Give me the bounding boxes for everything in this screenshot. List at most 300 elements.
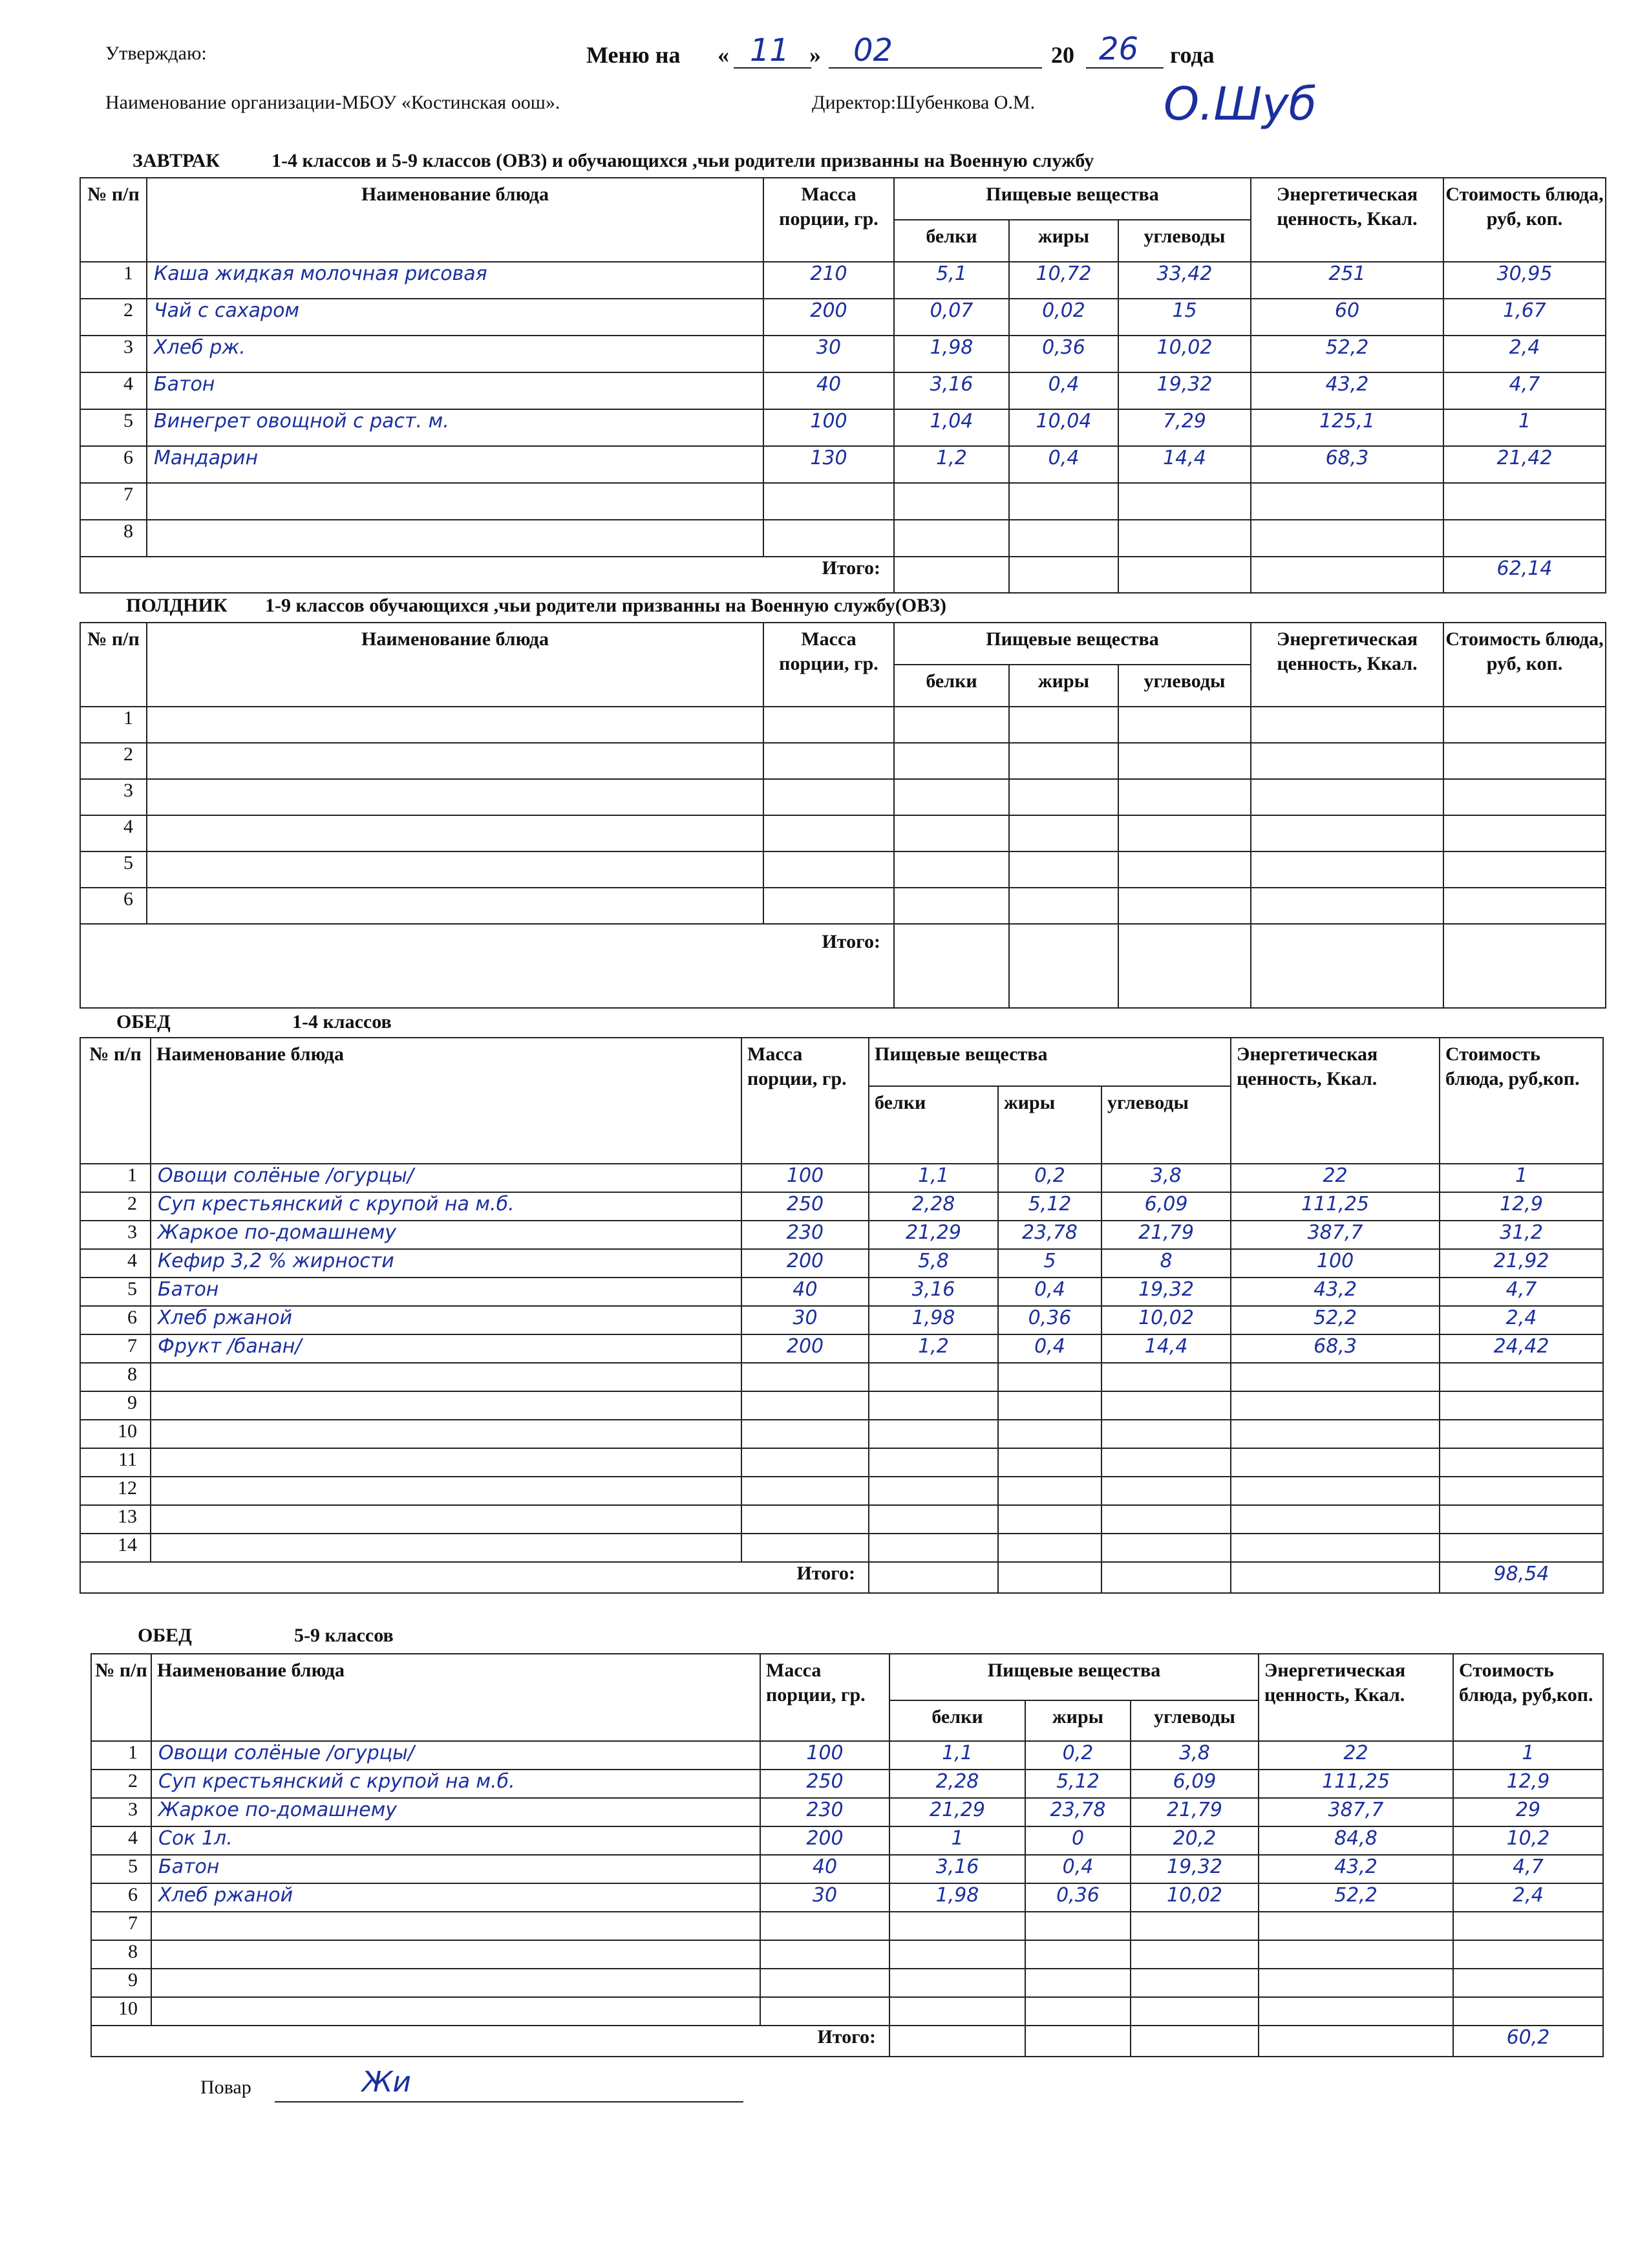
dish-name: Суп крестьянский с крупой на м.б. <box>151 1192 741 1221</box>
dish-fats: 0,4 <box>998 1278 1101 1306</box>
dish-proteins <box>894 888 1009 924</box>
dish-fats: 0,36 <box>1009 336 1118 372</box>
dish-carbs <box>1101 1534 1231 1562</box>
dish-mass: 100 <box>760 1741 889 1770</box>
table-row <box>80 446 1606 483</box>
dish-name: Суп крестьянский с крупой на м.б. <box>151 1770 760 1798</box>
dish-mass: 30 <box>741 1306 869 1334</box>
row-number: 4 <box>80 815 147 851</box>
col-no-header: № п/п <box>80 623 147 707</box>
dish-name: Хлеб ржаной <box>151 1306 741 1334</box>
dish-cost <box>1443 483 1606 520</box>
dish-fats <box>998 1391 1101 1420</box>
dish-cost: 29 <box>1453 1798 1603 1826</box>
col-dish-header: Наименование блюда <box>151 1654 760 1741</box>
quote-open: « <box>718 42 729 68</box>
dish-carbs: 19,32 <box>1118 372 1251 409</box>
dish-fats <box>1009 707 1118 743</box>
dish-carbs: 19,32 <box>1101 1278 1231 1306</box>
breakfast-total-cost: 62,14 <box>1443 557 1606 593</box>
table-row <box>80 1363 1603 1391</box>
dish-mass: 230 <box>741 1221 869 1249</box>
dish-mass: 250 <box>741 1192 869 1221</box>
dish-fats: 0,36 <box>1025 1883 1131 1912</box>
dish-fats <box>1009 851 1118 888</box>
dish-cost <box>1453 1940 1603 1969</box>
dish-mass <box>760 1969 889 1997</box>
row-number: 10 <box>80 1420 151 1448</box>
table-row <box>80 299 1606 336</box>
dish-name: Жаркое по-домашнему <box>151 1221 741 1249</box>
table-row <box>80 1477 1603 1505</box>
row-number: 2 <box>80 299 147 336</box>
row-number: 1 <box>80 1164 151 1192</box>
dish-proteins: 1,2 <box>894 446 1009 483</box>
dish-fats <box>1009 743 1118 779</box>
dish-energy: 111,25 <box>1231 1192 1440 1221</box>
row-number: 6 <box>80 888 147 924</box>
col-cost-header: Стоимость блюда, руб, коп. <box>1443 623 1606 707</box>
dish-fats: 23,78 <box>998 1221 1101 1249</box>
table-row <box>80 1192 1603 1221</box>
dish-carbs <box>1118 851 1251 888</box>
dish-name <box>151 1912 760 1940</box>
dish-energy: 68,3 <box>1231 1334 1440 1363</box>
dish-mass <box>763 483 894 520</box>
dish-proteins: 0,07 <box>894 299 1009 336</box>
dish-energy: 68,3 <box>1251 446 1443 483</box>
dish-proteins: 5,8 <box>869 1249 998 1278</box>
col-carbs-header: углеводы <box>1118 665 1251 707</box>
dish-proteins <box>869 1448 998 1477</box>
table-row <box>80 262 1606 299</box>
dish-carbs <box>1101 1420 1231 1448</box>
dish-proteins: 1,04 <box>894 409 1009 446</box>
dish-energy <box>1231 1420 1440 1448</box>
dish-carbs <box>1131 1969 1259 1997</box>
col-proteins-header: белки <box>894 220 1009 262</box>
dish-carbs <box>1118 707 1251 743</box>
col-fats-header: жиры <box>1009 220 1118 262</box>
dish-name: Сок 1л. <box>151 1826 760 1855</box>
dish-proteins <box>869 1420 998 1448</box>
row-number: 3 <box>91 1798 151 1826</box>
year-word: года <box>1170 42 1215 68</box>
snack-total-cost <box>1443 924 1606 1008</box>
dish-mass: 200 <box>763 299 894 336</box>
row-number: 5 <box>80 851 147 888</box>
lunch14-total-cost: 98,54 <box>1440 1562 1603 1593</box>
dish-carbs: 15 <box>1118 299 1251 336</box>
dish-carbs <box>1101 1477 1231 1505</box>
dish-fats: 0,4 <box>1025 1855 1131 1883</box>
dish-fats: 0,4 <box>1009 446 1118 483</box>
dish-proteins <box>869 1534 998 1562</box>
dish-mass: 230 <box>760 1798 889 1826</box>
dish-mass <box>741 1448 869 1477</box>
dish-energy <box>1259 1969 1453 1997</box>
dish-proteins: 21,29 <box>869 1221 998 1249</box>
dish-carbs: 10,02 <box>1131 1883 1259 1912</box>
col-energy-header: Энергетическая ценность, Ккал. <box>1231 1038 1440 1164</box>
dish-proteins <box>894 743 1009 779</box>
col-carbs-header: углеводы <box>1101 1086 1231 1164</box>
col-energy-header: Энергетическая ценность, Ккал. <box>1251 623 1443 707</box>
dish-fats: 0 <box>1025 1826 1131 1855</box>
dish-cost <box>1440 1448 1603 1477</box>
date-year: 26 <box>1099 31 1139 67</box>
row-number: 3 <box>80 336 147 372</box>
row-number: 2 <box>80 1192 151 1221</box>
dish-proteins: 1 <box>889 1826 1025 1855</box>
dish-energy <box>1259 1940 1453 1969</box>
row-number: 9 <box>80 1391 151 1420</box>
row-number: 13 <box>80 1505 151 1534</box>
table-row <box>80 1164 1603 1192</box>
dish-mass <box>763 779 894 815</box>
dish-proteins <box>889 1912 1025 1940</box>
table-row <box>91 1997 1603 2026</box>
dish-fats <box>1025 1997 1131 2026</box>
table-row <box>80 815 1606 851</box>
director-name: Директор:Шубенкова О.М. <box>812 92 1036 113</box>
dish-mass: 130 <box>763 446 894 483</box>
quote-close: » <box>809 42 821 68</box>
dish-name <box>147 888 763 924</box>
dish-carbs: 6,09 <box>1101 1192 1231 1221</box>
dish-mass: 250 <box>760 1770 889 1798</box>
row-number: 2 <box>80 743 147 779</box>
row-number: 14 <box>80 1534 151 1562</box>
dish-carbs: 8 <box>1101 1249 1231 1278</box>
dish-fats: 5 <box>998 1249 1101 1278</box>
col-proteins-header: белки <box>894 665 1009 707</box>
dish-cost <box>1453 1912 1603 1940</box>
snack-title: ПОЛДНИК <box>126 595 228 616</box>
snack-subtitle: 1-9 классов обучающихся ,чьи родители призванны на Военную службу(ОВЗ) <box>265 595 946 616</box>
dish-mass <box>763 743 894 779</box>
dish-cost: 1 <box>1443 409 1606 446</box>
lunch59-table <box>90 1653 1604 2057</box>
dish-fats: 5,12 <box>998 1192 1101 1221</box>
row-number: 8 <box>91 1940 151 1969</box>
dish-proteins <box>894 707 1009 743</box>
row-number: 5 <box>80 1278 151 1306</box>
dish-energy: 52,2 <box>1231 1306 1440 1334</box>
dish-carbs <box>1118 483 1251 520</box>
dish-carbs: 10,02 <box>1118 336 1251 372</box>
dish-proteins <box>869 1363 998 1391</box>
row-number: 5 <box>80 409 147 446</box>
dish-fats <box>998 1363 1101 1391</box>
dish-carbs <box>1101 1363 1231 1391</box>
dish-carbs <box>1131 1912 1259 1940</box>
dish-mass: 210 <box>763 262 894 299</box>
table-row <box>91 1741 1603 1770</box>
dish-proteins <box>869 1391 998 1420</box>
lunch59-subtitle: 5-9 классов <box>294 1625 394 1646</box>
dish-fats <box>1009 483 1118 520</box>
dish-cost: 30,95 <box>1443 262 1606 299</box>
dish-mass: 100 <box>741 1164 869 1192</box>
dish-cost <box>1443 888 1606 924</box>
dish-carbs: 10,02 <box>1101 1306 1231 1334</box>
dish-cost: 4,7 <box>1453 1855 1603 1883</box>
dish-energy <box>1231 1477 1440 1505</box>
col-no-header: № п/п <box>80 178 147 262</box>
dish-cost: 1,67 <box>1443 299 1606 336</box>
row-number: 2 <box>91 1770 151 1798</box>
dish-energy <box>1251 851 1443 888</box>
dish-energy <box>1231 1391 1440 1420</box>
dish-name: Овощи солёные /огурцы/ <box>151 1164 741 1192</box>
breakfast-total-label: Итого: <box>80 557 894 593</box>
director-signature: О.Шуб <box>1164 78 1317 131</box>
table-row <box>80 483 1606 520</box>
dish-mass <box>741 1477 869 1505</box>
dish-mass <box>763 815 894 851</box>
row-number: 8 <box>80 520 147 557</box>
dish-energy <box>1259 1997 1453 2026</box>
dish-energy <box>1251 815 1443 851</box>
table-row <box>80 1534 1603 1562</box>
dish-carbs <box>1131 1940 1259 1969</box>
dish-proteins <box>889 1969 1025 1997</box>
dish-carbs: 7,29 <box>1118 409 1251 446</box>
table-row <box>80 1278 1603 1306</box>
table-row <box>91 1940 1603 1969</box>
col-nutrients-header: Пищевые вещества <box>894 623 1251 665</box>
dish-energy <box>1251 520 1443 557</box>
dish-mass: 200 <box>760 1826 889 1855</box>
dish-name: Кефир 3,2 % жирности <box>151 1249 741 1278</box>
col-mass-header: Масса порции, гр. <box>763 178 894 262</box>
dish-proteins <box>869 1505 998 1534</box>
dish-carbs <box>1101 1391 1231 1420</box>
dish-carbs <box>1101 1505 1231 1534</box>
lunch59-title: ОБЕД <box>138 1625 192 1646</box>
lunch14-subtitle: 1-4 классов <box>292 1011 392 1032</box>
dish-proteins: 1,98 <box>894 336 1009 372</box>
dish-cost <box>1440 1534 1603 1562</box>
dish-cost: 2,4 <box>1453 1883 1603 1912</box>
dish-name: Батон <box>147 372 763 409</box>
lunch14-total-label: Итого: <box>80 1562 869 1593</box>
dish-name <box>147 707 763 743</box>
dish-fats <box>1009 815 1118 851</box>
dish-mass <box>763 851 894 888</box>
dish-energy <box>1251 707 1443 743</box>
table-row <box>80 707 1606 743</box>
year-prefix: 20 <box>1051 42 1074 68</box>
breakfast-title: ЗАВТРАК <box>133 150 220 171</box>
dish-fats: 0,2 <box>998 1164 1101 1192</box>
lunch14-title: ОБЕД <box>116 1011 171 1032</box>
dish-cost: 21,42 <box>1443 446 1606 483</box>
dish-name <box>151 1505 741 1534</box>
dish-fats <box>998 1477 1101 1505</box>
table-row <box>80 1306 1603 1334</box>
dish-fats: 0,02 <box>1009 299 1118 336</box>
dish-carbs: 3,8 <box>1101 1164 1231 1192</box>
dish-carbs <box>1118 888 1251 924</box>
col-dish-header: Наименование блюда <box>151 1038 741 1164</box>
breakfast-subtitle: 1-4 классов и 5-9 классов (ОВЗ) и обучающихся ,чьи родители призванны на Военную службу <box>271 150 1094 171</box>
dish-name <box>151 1448 741 1477</box>
dish-proteins: 1,2 <box>869 1334 998 1363</box>
table-row <box>80 1334 1603 1363</box>
dish-energy: 43,2 <box>1259 1855 1453 1883</box>
row-number: 6 <box>80 1306 151 1334</box>
dish-carbs: 21,79 <box>1101 1221 1231 1249</box>
dish-mass: 200 <box>741 1249 869 1278</box>
dish-fats <box>1025 1912 1131 1940</box>
dish-proteins: 1,1 <box>889 1741 1025 1770</box>
col-fats-header: жиры <box>998 1086 1101 1164</box>
row-number: 12 <box>80 1477 151 1505</box>
dish-carbs: 19,32 <box>1131 1855 1259 1883</box>
table-row <box>80 372 1606 409</box>
dish-energy <box>1231 1363 1440 1391</box>
dish-cost <box>1440 1391 1603 1420</box>
cook-label: Повар <box>200 2077 251 2098</box>
dish-carbs: 14,4 <box>1118 446 1251 483</box>
dish-cost <box>1440 1477 1603 1505</box>
dish-fats: 5,12 <box>1025 1770 1131 1798</box>
dish-proteins <box>869 1477 998 1505</box>
table-row <box>80 1249 1603 1278</box>
dish-name <box>151 1420 741 1448</box>
dish-mass <box>760 1940 889 1969</box>
lunch14-table <box>80 1037 1604 1594</box>
dish-name <box>151 1391 741 1420</box>
dish-fats <box>998 1448 1101 1477</box>
table-row <box>80 1420 1603 1448</box>
dish-mass: 30 <box>763 336 894 372</box>
dish-proteins: 3,16 <box>869 1278 998 1306</box>
dish-proteins: 1,98 <box>869 1306 998 1334</box>
row-number: 11 <box>80 1448 151 1477</box>
dish-cost <box>1443 851 1606 888</box>
dish-proteins: 2,28 <box>869 1192 998 1221</box>
row-number: 4 <box>80 1249 151 1278</box>
dish-proteins: 1,98 <box>889 1883 1025 1912</box>
dish-energy: 387,7 <box>1231 1221 1440 1249</box>
col-proteins-header: белки <box>869 1086 998 1164</box>
dish-energy: 60 <box>1251 299 1443 336</box>
dish-mass <box>760 1997 889 2026</box>
dish-fats: 0,2 <box>1025 1741 1131 1770</box>
dish-mass <box>763 888 894 924</box>
dish-name: Батон <box>151 1278 741 1306</box>
row-number: 1 <box>80 262 147 299</box>
dish-energy: 100 <box>1231 1249 1440 1278</box>
row-number: 3 <box>80 779 147 815</box>
dish-proteins <box>894 779 1009 815</box>
dish-mass: 40 <box>741 1278 869 1306</box>
col-mass-header: Масса порции, гр. <box>760 1654 889 1741</box>
dish-cost: 1 <box>1453 1741 1603 1770</box>
col-energy-header: Энергетическая ценность, Ккал. <box>1259 1654 1453 1741</box>
snack-total-label: Итого: <box>80 924 894 1008</box>
col-no-header: № п/п <box>80 1038 151 1164</box>
dish-fats <box>1009 520 1118 557</box>
table-row <box>91 1826 1603 1855</box>
dish-mass <box>741 1534 869 1562</box>
dish-energy: 251 <box>1251 262 1443 299</box>
col-nutrients-header: Пищевые вещества <box>889 1654 1259 1700</box>
dish-name: Каша жидкая молочная рисовая <box>147 262 763 299</box>
dish-fats <box>998 1505 1101 1534</box>
row-number: 1 <box>91 1741 151 1770</box>
breakfast-table <box>80 177 1606 594</box>
row-number: 9 <box>91 1969 151 1997</box>
table-row <box>80 1221 1603 1249</box>
col-cost-header: Стоимость блюда, руб,коп. <box>1453 1654 1603 1741</box>
row-number: 4 <box>91 1826 151 1855</box>
dish-proteins: 21,29 <box>889 1798 1025 1826</box>
dish-cost: 1 <box>1440 1164 1603 1192</box>
dish-cost <box>1453 1969 1603 1997</box>
dish-mass <box>760 1912 889 1940</box>
dish-name <box>147 779 763 815</box>
dish-carbs: 21,79 <box>1131 1798 1259 1826</box>
dish-carbs: 14,4 <box>1101 1334 1231 1363</box>
dish-cost <box>1443 815 1606 851</box>
dish-energy <box>1231 1534 1440 1562</box>
dish-cost <box>1453 1997 1603 2026</box>
dish-cost: 2,4 <box>1443 336 1606 372</box>
dish-cost: 24,42 <box>1440 1334 1603 1363</box>
table-row <box>80 520 1606 557</box>
date-day: 11 <box>750 32 790 69</box>
dish-cost: 12,9 <box>1453 1770 1603 1798</box>
dish-energy <box>1251 779 1443 815</box>
dish-energy <box>1251 888 1443 924</box>
dish-carbs: 33,42 <box>1118 262 1251 299</box>
dish-fats: 10,04 <box>1009 409 1118 446</box>
dish-cost: 4,7 <box>1440 1278 1603 1306</box>
row-number: 10 <box>91 1997 151 2026</box>
snack-table <box>80 622 1606 1009</box>
row-number: 7 <box>80 483 147 520</box>
date-month: 02 <box>853 32 893 69</box>
dish-name: Хлеб ржаной <box>151 1883 760 1912</box>
table-row <box>91 1855 1603 1883</box>
dish-cost: 2,4 <box>1440 1306 1603 1334</box>
dish-cost: 12,9 <box>1440 1192 1603 1221</box>
dish-fats: 0,4 <box>998 1334 1101 1363</box>
dish-carbs <box>1118 779 1251 815</box>
dish-cost: 4,7 <box>1443 372 1606 409</box>
dish-mass <box>763 707 894 743</box>
dish-name: Мандарин <box>147 446 763 483</box>
row-number: 6 <box>91 1883 151 1912</box>
row-number: 3 <box>80 1221 151 1249</box>
dish-name: Фрукт /банан/ <box>151 1334 741 1363</box>
dish-cost: 10,2 <box>1453 1826 1603 1855</box>
dish-proteins: 3,16 <box>894 372 1009 409</box>
dish-energy: 43,2 <box>1231 1278 1440 1306</box>
dish-mass <box>741 1391 869 1420</box>
dish-carbs <box>1131 1997 1259 2026</box>
dish-mass: 40 <box>760 1855 889 1883</box>
dish-energy: 22 <box>1231 1164 1440 1192</box>
dish-mass: 30 <box>760 1883 889 1912</box>
table-row <box>91 1969 1603 1997</box>
col-no-header: № п/п <box>91 1654 151 1741</box>
dish-mass: 40 <box>763 372 894 409</box>
